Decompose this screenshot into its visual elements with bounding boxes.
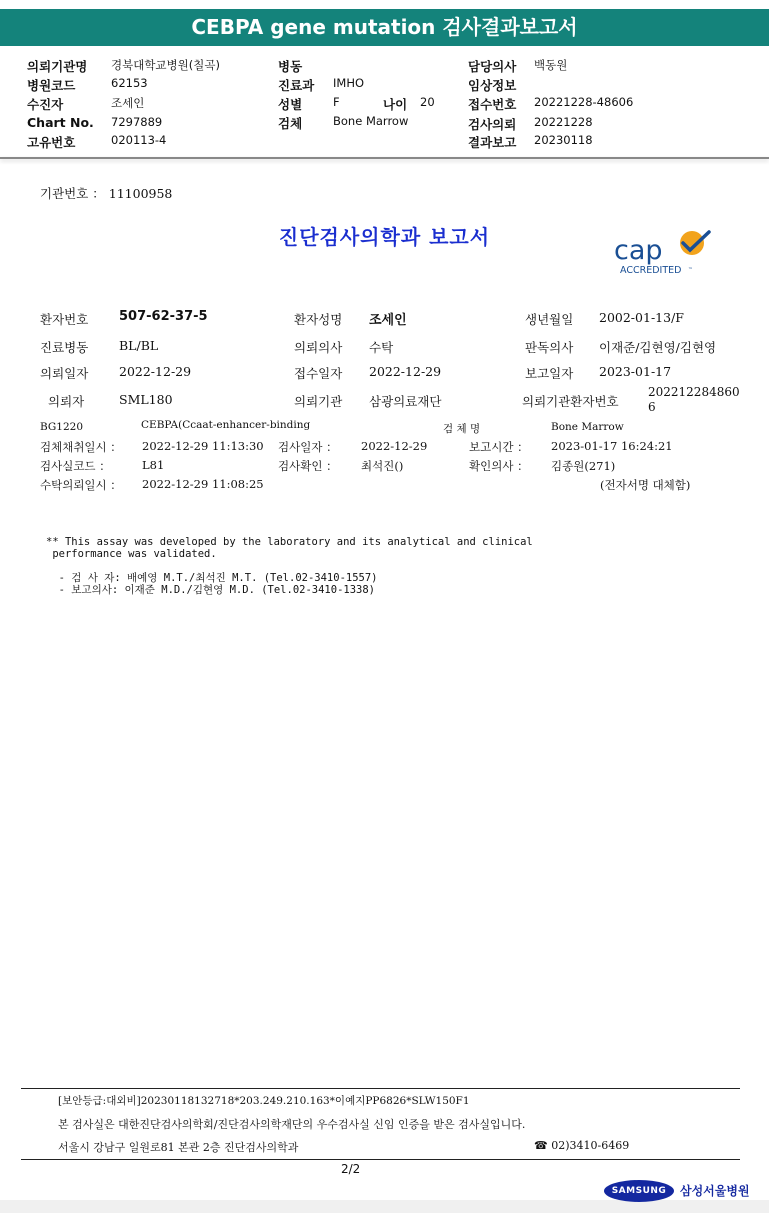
esign-note: (전자서명 대체함) — [600, 478, 691, 492]
collect-label: 검체채취일시 ： — [40, 440, 122, 454]
ward2-label: 진료병동 — [40, 340, 89, 355]
agency-number — [40, 184, 172, 202]
org-pid-label: 의뢰기관환자번호 — [522, 394, 619, 409]
unique-value: 020113-4 — [111, 133, 167, 147]
receipt-label: 접수번호 — [468, 97, 517, 112]
pid-value: 507-62-37-5 — [119, 309, 208, 324]
dept-value: IMHO — [333, 76, 365, 90]
header-divider — [0, 157, 769, 159]
result-value: 20230118 — [534, 133, 593, 147]
patient-value: 조세인 — [111, 96, 145, 110]
req-org-value: 경북대학교병원(칠곡) — [111, 58, 220, 72]
req-org-label: 의뢰기관명 — [27, 59, 88, 74]
ward2-value: BL/BL — [119, 338, 159, 353]
security-line: [보안등급:대외비]20230118132718*203.249.210.163*이예지PP6826*SLW150F1 — [58, 1095, 470, 1107]
page-bottom-strip — [0, 1200, 769, 1213]
phone-line: ☎ 02)3410-6469 — [534, 1139, 630, 1152]
org-pid-value-2: 6 — [648, 400, 656, 414]
clinical-label: 임상정보 — [468, 78, 517, 93]
hosp-code-value: 62153 — [111, 76, 148, 90]
req-person-label: 의뢰자 — [48, 394, 85, 409]
outsourced-value: 2022-12-29 11:08:25 — [142, 477, 264, 491]
test-date-value: 2022-12-29 — [361, 439, 428, 453]
report-time-value: 2023-01-17 16:24:21 — [551, 439, 673, 453]
sex-label: 성별 — [278, 97, 303, 112]
req-doc-value: 수탁 — [369, 340, 394, 355]
doctor-label: 담당의사 — [468, 59, 517, 74]
test-date-label: 검사일자 ： — [278, 440, 338, 454]
hosp-code-label: 병원코드 — [27, 78, 76, 93]
agency-label: 기관번호 ： — [40, 186, 105, 201]
req-person-value: SML180 — [119, 392, 173, 407]
room-label: 검사실코드 ： — [40, 459, 111, 473]
receipt-value: 20221228-48606 — [534, 95, 634, 109]
test-code: BG1220 — [40, 421, 84, 433]
dept-label: 진료과 — [278, 78, 315, 93]
test-name: CEBPA(Ccaat-enhancer-binding — [141, 419, 311, 431]
cap-accredited-text: ACCREDITED — [620, 265, 682, 276]
specimen-value: Bone Marrow — [333, 114, 409, 128]
req-doc-label: 의뢰의사 — [294, 340, 343, 355]
recv-date-label: 접수일자 — [294, 366, 343, 381]
name-value: 조세인 — [369, 313, 407, 328]
report-date-value: 2023-01-17 — [599, 364, 672, 379]
patient-label: 수진자 — [27, 97, 64, 112]
req-date-label: 의뢰일자 — [40, 366, 89, 381]
note-line-2: performance was validated. — [46, 548, 217, 560]
confirm-value: 최석진() — [361, 459, 404, 473]
req-date-value: 2022-12-29 — [119, 364, 192, 379]
chart-value: 7297889 — [111, 115, 163, 129]
footer-divider-bottom — [21, 1159, 740, 1160]
report-header-title: CEBPA gene mutation 검사결과보고서 — [0, 9, 769, 46]
report-title: 진단검사의학과 보고서 — [278, 225, 491, 249]
outsourced-label: 수탁의뢰일시 ： — [40, 478, 122, 492]
reviewer-label: 판독의사 — [525, 340, 574, 355]
confirm-doc-value: 김종원(271) — [551, 459, 616, 473]
note-line-1: ** This assay was developed by the laboratory and its analytical and clinical — [46, 536, 533, 548]
footer-divider-top — [21, 1088, 740, 1089]
age-label: 나이 — [383, 97, 408, 112]
reviewer-value: 이재준/김현영/김현영 — [599, 340, 717, 355]
collect-value: 2022-12-29 11:13:30 — [142, 439, 264, 453]
ward-label: 병동 — [278, 59, 303, 74]
header-info — [0, 0, 769, 160]
unique-label: 고유번호 — [27, 135, 76, 150]
cert-line: 본 검사실은 대한진단검사의학회/진단검사의학재단의 우수검사실 신임 인증을 받은 검사실입니다. — [58, 1118, 526, 1131]
dob-label: 생년월일 — [525, 312, 574, 327]
sex-value: F — [333, 95, 340, 109]
address-line: 서울시 강남구 일원로81 본관 2층 진단검사의학과 — [58, 1141, 299, 1154]
samsung-logo-oval: SAMSUNG — [604, 1180, 674, 1202]
org-pid-value-1: 202212284860 — [648, 385, 740, 399]
chart-label: Chart No. — [27, 115, 94, 130]
req-org2-label: 의뢰기관 — [294, 394, 343, 409]
cap-accredited-logo — [612, 229, 712, 277]
req-org2-value: 삼광의료재단 — [369, 394, 442, 409]
test-req-value: 20221228 — [534, 115, 593, 129]
agency-value: 11100958 — [108, 186, 173, 201]
dob-value: 2002-01-13/F — [599, 310, 684, 325]
samsung-hospital-name: 삼성서울병원 — [680, 1184, 750, 1198]
age-value: 20 — [420, 95, 435, 109]
name-label: 환자성명 — [294, 312, 343, 327]
pid-label: 환자번호 — [40, 312, 89, 327]
specimen-label: 검체 — [278, 116, 303, 131]
note-tester: - 검 사 자: 배예영 M.T./최석진 M.T. (Tel.02-3410-1557) — [46, 572, 378, 584]
doctor-value: 백동원 — [534, 58, 568, 72]
test-req-label: 검사의뢰 — [468, 117, 517, 132]
cap-text: cap — [614, 235, 663, 266]
recv-date-value: 2022-12-29 — [369, 364, 442, 379]
report-date-label: 보고일자 — [525, 366, 574, 381]
report-time-label: 보고시간 ： — [469, 440, 529, 454]
room-value: L81 — [142, 458, 165, 472]
note-reporter: - 보고의사: 이재준 M.D./김현영 M.D. (Tel.02-3410-1338) — [46, 584, 376, 596]
confirm-doc-label: 확인의사 ： — [469, 459, 529, 473]
page-number: 2/2 — [341, 1162, 361, 1176]
confirm-label: 검사확인 ： — [278, 459, 338, 473]
result-label: 결과보고 — [468, 135, 517, 150]
test-specimen-label: 검 체 명 — [443, 423, 481, 435]
test-specimen-value: Bone Marrow — [551, 421, 624, 433]
cap-tm: ™ — [688, 267, 693, 273]
